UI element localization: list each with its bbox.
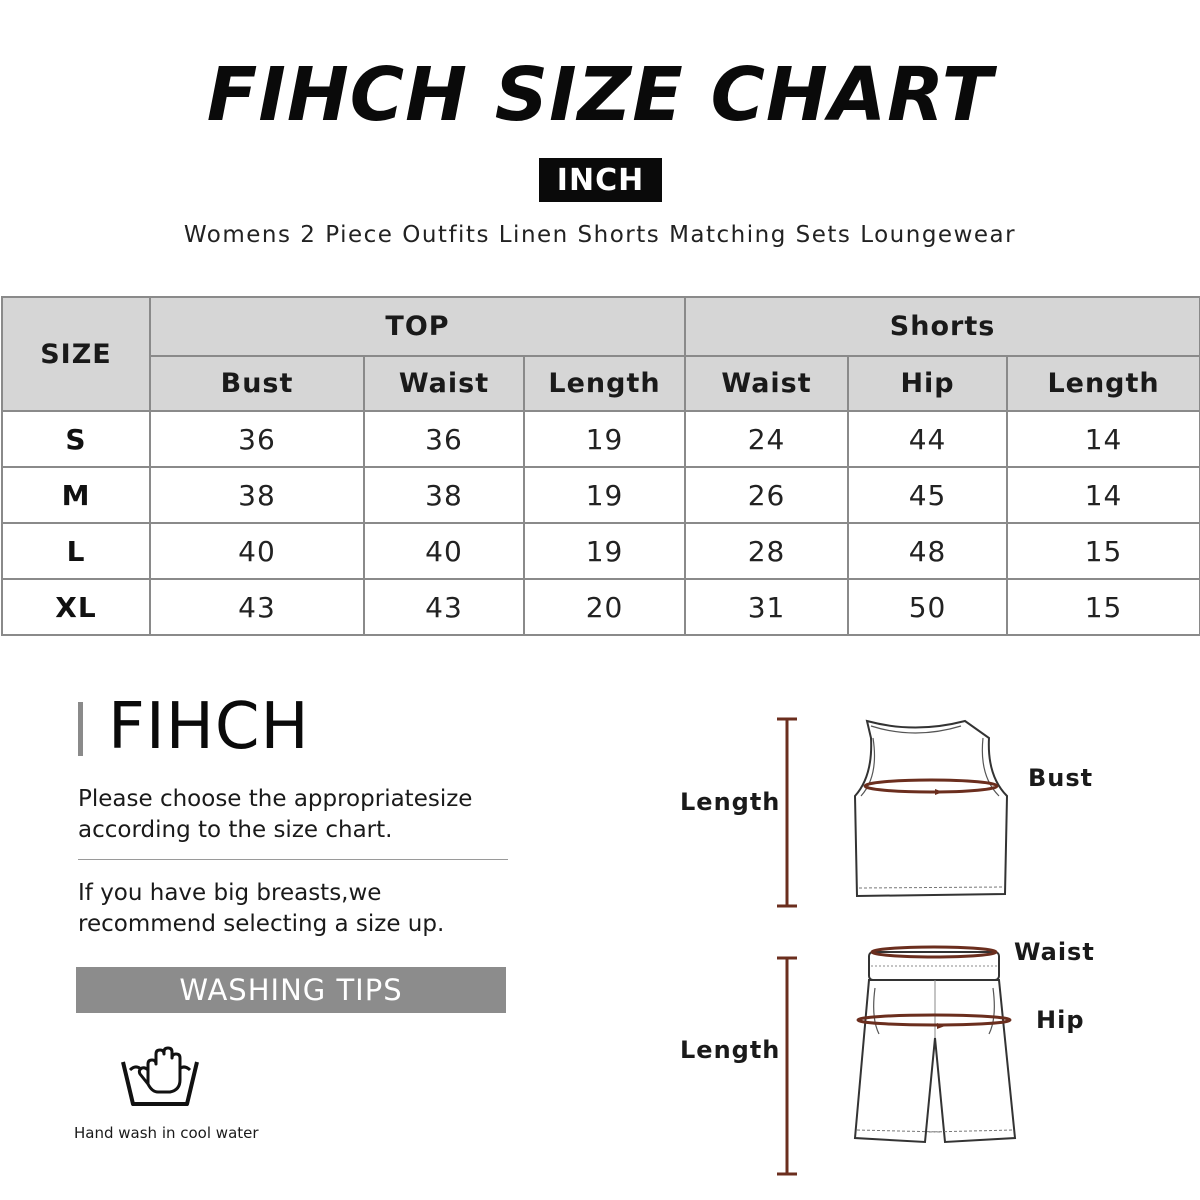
- size-column-header: SIZE: [2, 297, 150, 411]
- table-cell: 19: [524, 467, 685, 523]
- brand-name: FIHCH: [108, 690, 310, 764]
- size-cell: XL: [2, 579, 150, 635]
- unit-badge: INCH: [539, 158, 662, 202]
- table-cell: 40: [150, 523, 364, 579]
- size-cell: S: [2, 411, 150, 467]
- column-header: Waist: [364, 356, 524, 411]
- top-group-header: TOP: [150, 297, 685, 356]
- table-cell: 48: [848, 523, 1007, 579]
- table-row: [2, 579, 1200, 635]
- column-header: Bust: [150, 356, 364, 411]
- table-cell: 38: [364, 467, 524, 523]
- hand-wash-label: Hand wash in cool water: [74, 1124, 259, 1142]
- column-header: Length: [1007, 356, 1200, 411]
- table-row: [2, 467, 1200, 523]
- table-cell: 38: [150, 467, 364, 523]
- size-cell: M: [2, 467, 150, 523]
- size-table: [1, 296, 1200, 636]
- table-cell: 26: [685, 467, 848, 523]
- fit-note: If you have big breasts,we recommend selecting a size up.: [78, 880, 445, 937]
- shorts-diagram: [775, 938, 1035, 1178]
- size-note: Please choose the appropriatesize according to the size chart.: [78, 786, 473, 843]
- top-garment-diagram: [775, 716, 1025, 911]
- bust-label: Bust: [1028, 764, 1094, 792]
- table-cell: 43: [150, 579, 364, 635]
- hip-label: Hip: [1036, 1006, 1085, 1034]
- table-row: [2, 523, 1200, 579]
- top-length-label: Length: [680, 788, 781, 816]
- table-cell: 50: [848, 579, 1007, 635]
- table-cell: 19: [524, 523, 685, 579]
- shorts-length-label: Length: [680, 1036, 781, 1064]
- column-header: Waist: [685, 356, 848, 411]
- table-cell: 14: [1007, 411, 1200, 467]
- table-cell: 43: [364, 579, 524, 635]
- table-cell: 14: [1007, 467, 1200, 523]
- waist-label: Waist: [1014, 938, 1095, 966]
- table-cell: 15: [1007, 523, 1200, 579]
- table-row: [2, 411, 1200, 467]
- table-cell: 24: [685, 411, 848, 467]
- table-cell: 15: [1007, 579, 1200, 635]
- shorts-length-measure: [777, 958, 797, 1174]
- table-cell: 28: [685, 523, 848, 579]
- shorts-group-header: Shorts: [685, 297, 1200, 356]
- column-header: Length: [524, 356, 685, 411]
- table-cell: 36: [150, 411, 364, 467]
- table-cell: 40: [364, 523, 524, 579]
- product-subtitle: Womens 2 Piece Outfits Linen Shorts Matching Sets Loungewear: [183, 222, 1017, 248]
- tank-top-outline: [855, 721, 1007, 896]
- table-cell: 45: [848, 467, 1007, 523]
- table-cell: 36: [364, 411, 524, 467]
- table-cell: 20: [524, 579, 685, 635]
- table-cell: 44: [848, 411, 1007, 467]
- table-cell: 19: [524, 411, 685, 467]
- page-title: FIHCH SIZE CHART: [206, 52, 994, 138]
- brand-accent-bar: [78, 702, 83, 756]
- divider: [78, 859, 508, 860]
- size-cell: L: [2, 523, 150, 579]
- washing-tips-header: WASHING TIPS: [76, 967, 506, 1013]
- hand-wash-icon: [120, 1040, 200, 1108]
- column-header: Hip: [848, 356, 1007, 411]
- table-cell: 31: [685, 579, 848, 635]
